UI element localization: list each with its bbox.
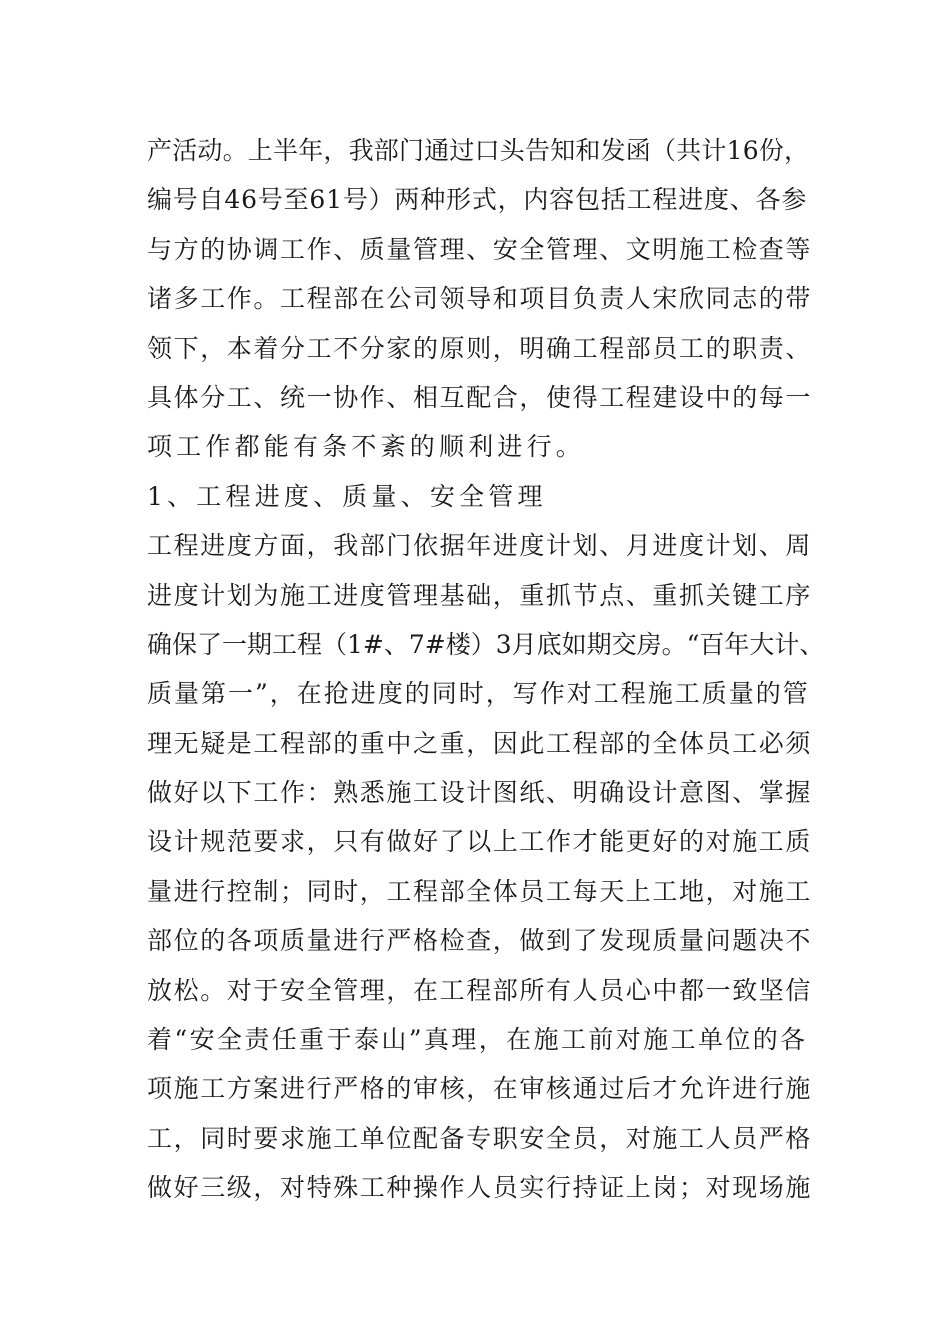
text-line-14: 做好以下工作：熟悉施工设计图纸、明确设计意图、掌握: [147, 778, 813, 808]
text-line-6: 具体分工、统一协作、相互配合，使得工程建设中的每一: [147, 382, 813, 412]
text-line-19: 着“安全责任重于泰山”真理，在施工前对施工单位的各: [147, 1025, 808, 1055]
text-line-10: 进度计划为施工进度管理基础，重抓节点、重抓关键工序: [147, 580, 813, 610]
text-line-4: 诸多工作。工程部在公司领导和项目负责人宋欣同志的带: [147, 284, 813, 314]
text-line-7: 项工作都能有条不紊的顺利进行。: [147, 432, 586, 462]
section-heading: 1、工程进度、质量、安全管理: [147, 481, 547, 511]
text-line-5: 领下，本着分工不分家的原则，明确工程部员工的职责、: [147, 333, 813, 363]
text-line-2: 编号自46号至61号）两种形式，内容包括工程进度、各参: [147, 185, 808, 215]
text-line-20: 项施工方案进行严格的审核，在审核通过后才允许进行施: [147, 1074, 813, 1104]
text-line-17: 部位的各项质量进行严格检查，做到了发现质量问题决不: [147, 926, 813, 956]
text-line-1: 产活动。上半年，我部门通过口头告知和发函（共计16份，: [147, 136, 810, 165]
text-line-3: 与方的协调工作、质量管理、安全管理、文明施工检查等: [147, 234, 813, 264]
text-line-16: 量进行控制；同时，工程部全体员工每天上工地，对施工: [147, 876, 813, 906]
text-line-15: 设计规范要求，只有做好了以上工作才能更好的对施工质: [147, 827, 813, 857]
text-line-22: 做好三级，对特殊工种操作人员实行持证上岗；对现场施: [147, 1173, 813, 1203]
text-line-21: 工，同时要求施工单位配备专职安全员，对施工人员严格: [147, 1123, 813, 1153]
text-line-11: 确保了一期工程（1#、7#楼）3月底如期交房。“百年大计、: [147, 629, 825, 659]
text-line-13: 理无疑是工程部的重中之重，因此工程部的全体员工必须: [147, 728, 813, 758]
text-line-9: 工程进度方面，我部门依据年进度计划、月进度计划、周: [147, 531, 813, 561]
text-line-18: 放松。对于安全管理，在工程部所有人员心中都一致坚信: [147, 975, 813, 1005]
document-body: [147, 126, 825, 1213]
text-line-12: 质量第一”，在抢进度的同时，写作对工程施工质量的管: [147, 679, 810, 709]
